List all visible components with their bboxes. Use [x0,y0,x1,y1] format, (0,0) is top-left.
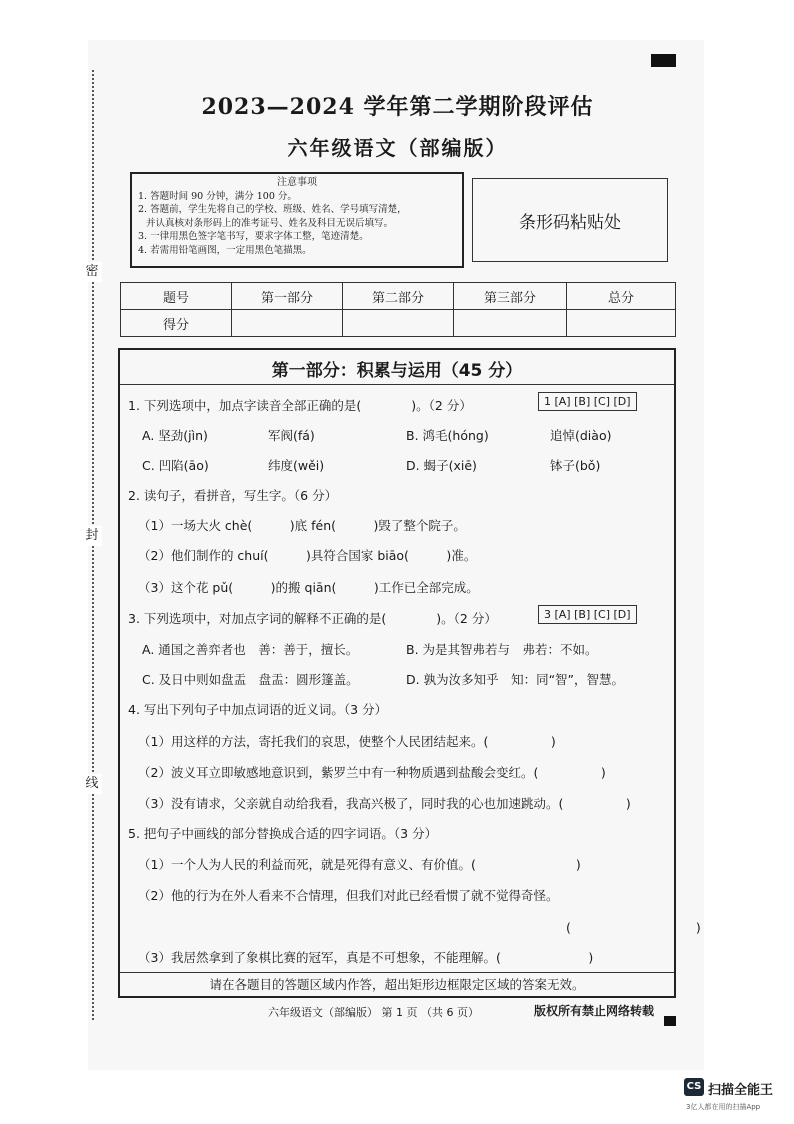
q4-item-3: （3）没有请求，父亲就自动给我看，我高兴极了，同时我的心也加速跳动。( ) [138,796,631,811]
notice-item: 2. 答题前，学生先将自己的学校、班级、姓名、学号填写清楚， [138,204,407,215]
camscanner-logo-icon: CS [684,1078,704,1096]
score-cell[interactable] [567,310,676,337]
score-cell[interactable] [343,310,454,337]
notice-item: 4. 若需用铅笔画图，一定用黑色笔描黑。 [138,244,312,256]
q3-stem: 3. 下列选项中，对加点字词的解释不正确的是( )。（2 分） [128,611,497,626]
score-cell[interactable] [232,310,343,337]
score-cell[interactable] [454,310,567,337]
q1-stem: 1. 下列选项中，加点字读音全部正确的是( )。（2 分） [128,398,472,413]
exam-title: 2023—2024 学年第二学期阶段评估 [201,94,594,120]
q5-item-2: （2）他的行为在外人看来不合情理，但我们对此已经看惯了就不觉得奇怪。 [138,888,559,903]
q3-option-c: C. 及日中则如盘盂 盘盂：圆形篷盖。 [142,672,359,687]
camscanner-name: 扫描全能王 [708,1083,774,1098]
exam-subtitle: 六年级语文（部编版） [287,136,508,160]
q2-item-1: （1）一场大火 chè( )底 fén( )毁了整个院子。 [138,518,466,533]
copyright-notice: 版权所有禁止网络转载 [534,1004,655,1018]
page-info: 六年级语文（部编版） 第 1 页 （共 6 页） [268,1006,479,1019]
q3-answer-box[interactable]: 3 [A] [B] [C] [D] [538,605,637,624]
q1-option-c: C. 凹陷(āo) [142,458,209,473]
camscanner-tagline: 3亿人都在用的扫描App [686,1103,761,1111]
notice-box [130,172,464,268]
score-row-label: 得分 [121,310,232,337]
score-header-cell: 题号 [121,283,232,310]
notice-heading: 注意事项 [277,177,317,188]
side-label-seal-2: 封 [82,526,102,546]
q1-option-b: B. 鸿毛(hóng) [406,428,489,443]
side-label-line: 线 [82,774,102,794]
notice-item: 并认真核对条形码上的准考证号、姓名及科目无误后填写。 [146,217,394,229]
q3-option-b: B. 为是其智弗若与 弗若：不如。 [406,642,598,657]
notice-item: 3. 一律用黑色签字笔书写，要求字体工整，笔迹清楚。 [138,231,369,242]
q5-item-3: （3）我居然拿到了象棋比赛的冠军，真是不可想象，不能理解。( ) [138,950,594,965]
q5-stem: 5. 把句子中画线的部分替换成合适的四字词语。（3 分） [128,826,438,841]
q3-option-a: A. 通国之善弈者也 善：善于，擅长。 [142,642,359,657]
q5-item-1: （1）一个人为人民的利益而死，就是死得有意义、有价值。( ) [138,857,581,872]
barcode-label: 条形码粘贴处 [519,212,621,233]
q1-answer-box[interactable]: 1 [A] [B] [C] [D] [538,392,637,411]
q4-item-1: （1）用这样的方法，寄托我们的哀思，使整个人民团结起来。( ) [138,734,556,749]
corner-marker-top [651,54,676,67]
side-label-seal: 密 [82,262,102,282]
answer-area-notice: 请在各题目的答题区域内作答，超出矩形边框限定区域的答案无效。 [120,972,674,997]
score-header-cell: 总分 [567,283,676,310]
part1-title: 第一部分：积累与运用（45 分） [271,361,523,381]
q1-option-c-2: 纬度(wěi) [268,458,325,473]
score-header-cell: 第一部分 [232,283,343,310]
part1-separator [120,384,674,385]
q2-item-2: （2）他们制作的 chuí( )具符合国家 biāo( )准。 [138,548,477,563]
score-table-header-row [121,283,676,310]
score-header-cell: 第二部分 [343,283,454,310]
q4-item-2: （2）波义耳立即敏感地意识到，紫罗兰中有一种物质遇到盐酸会变红。( ) [138,765,606,780]
corner-marker-bottom [664,1016,676,1026]
q3-option-d: D. 孰为汝多知乎 知：同“智”，智慧。 [406,672,625,687]
q1-option-d: D. 蝎子(xiē) [406,458,477,473]
score-table-row [121,310,676,337]
q1-option-a-2: 军阀(fá) [268,428,315,443]
q1-option-b-2: 追悼(diào) [550,428,612,443]
q1-option-a: A. 坚劲(jìn) [142,428,208,443]
notice-item: 1. 答题时间 90 分钟，满分 100 分。 [138,190,297,202]
barcode-area [472,178,668,262]
score-table [120,282,676,337]
q1-option-d-2: 钵子(bǒ) [550,458,601,473]
q2-item-3: （3）这个花 pǔ( )的搬 qiān( )工作已全部完成。 [138,580,479,595]
q4-stem: 4. 写出下列句子中加点词语的近义词。（3 分） [128,702,388,717]
q2-stem: 2. 读句子，看拼音，写生字。（6 分） [128,488,338,503]
q5-item-2-blank[interactable]: ( ) [566,920,701,935]
score-header-cell: 第三部分 [454,283,567,310]
